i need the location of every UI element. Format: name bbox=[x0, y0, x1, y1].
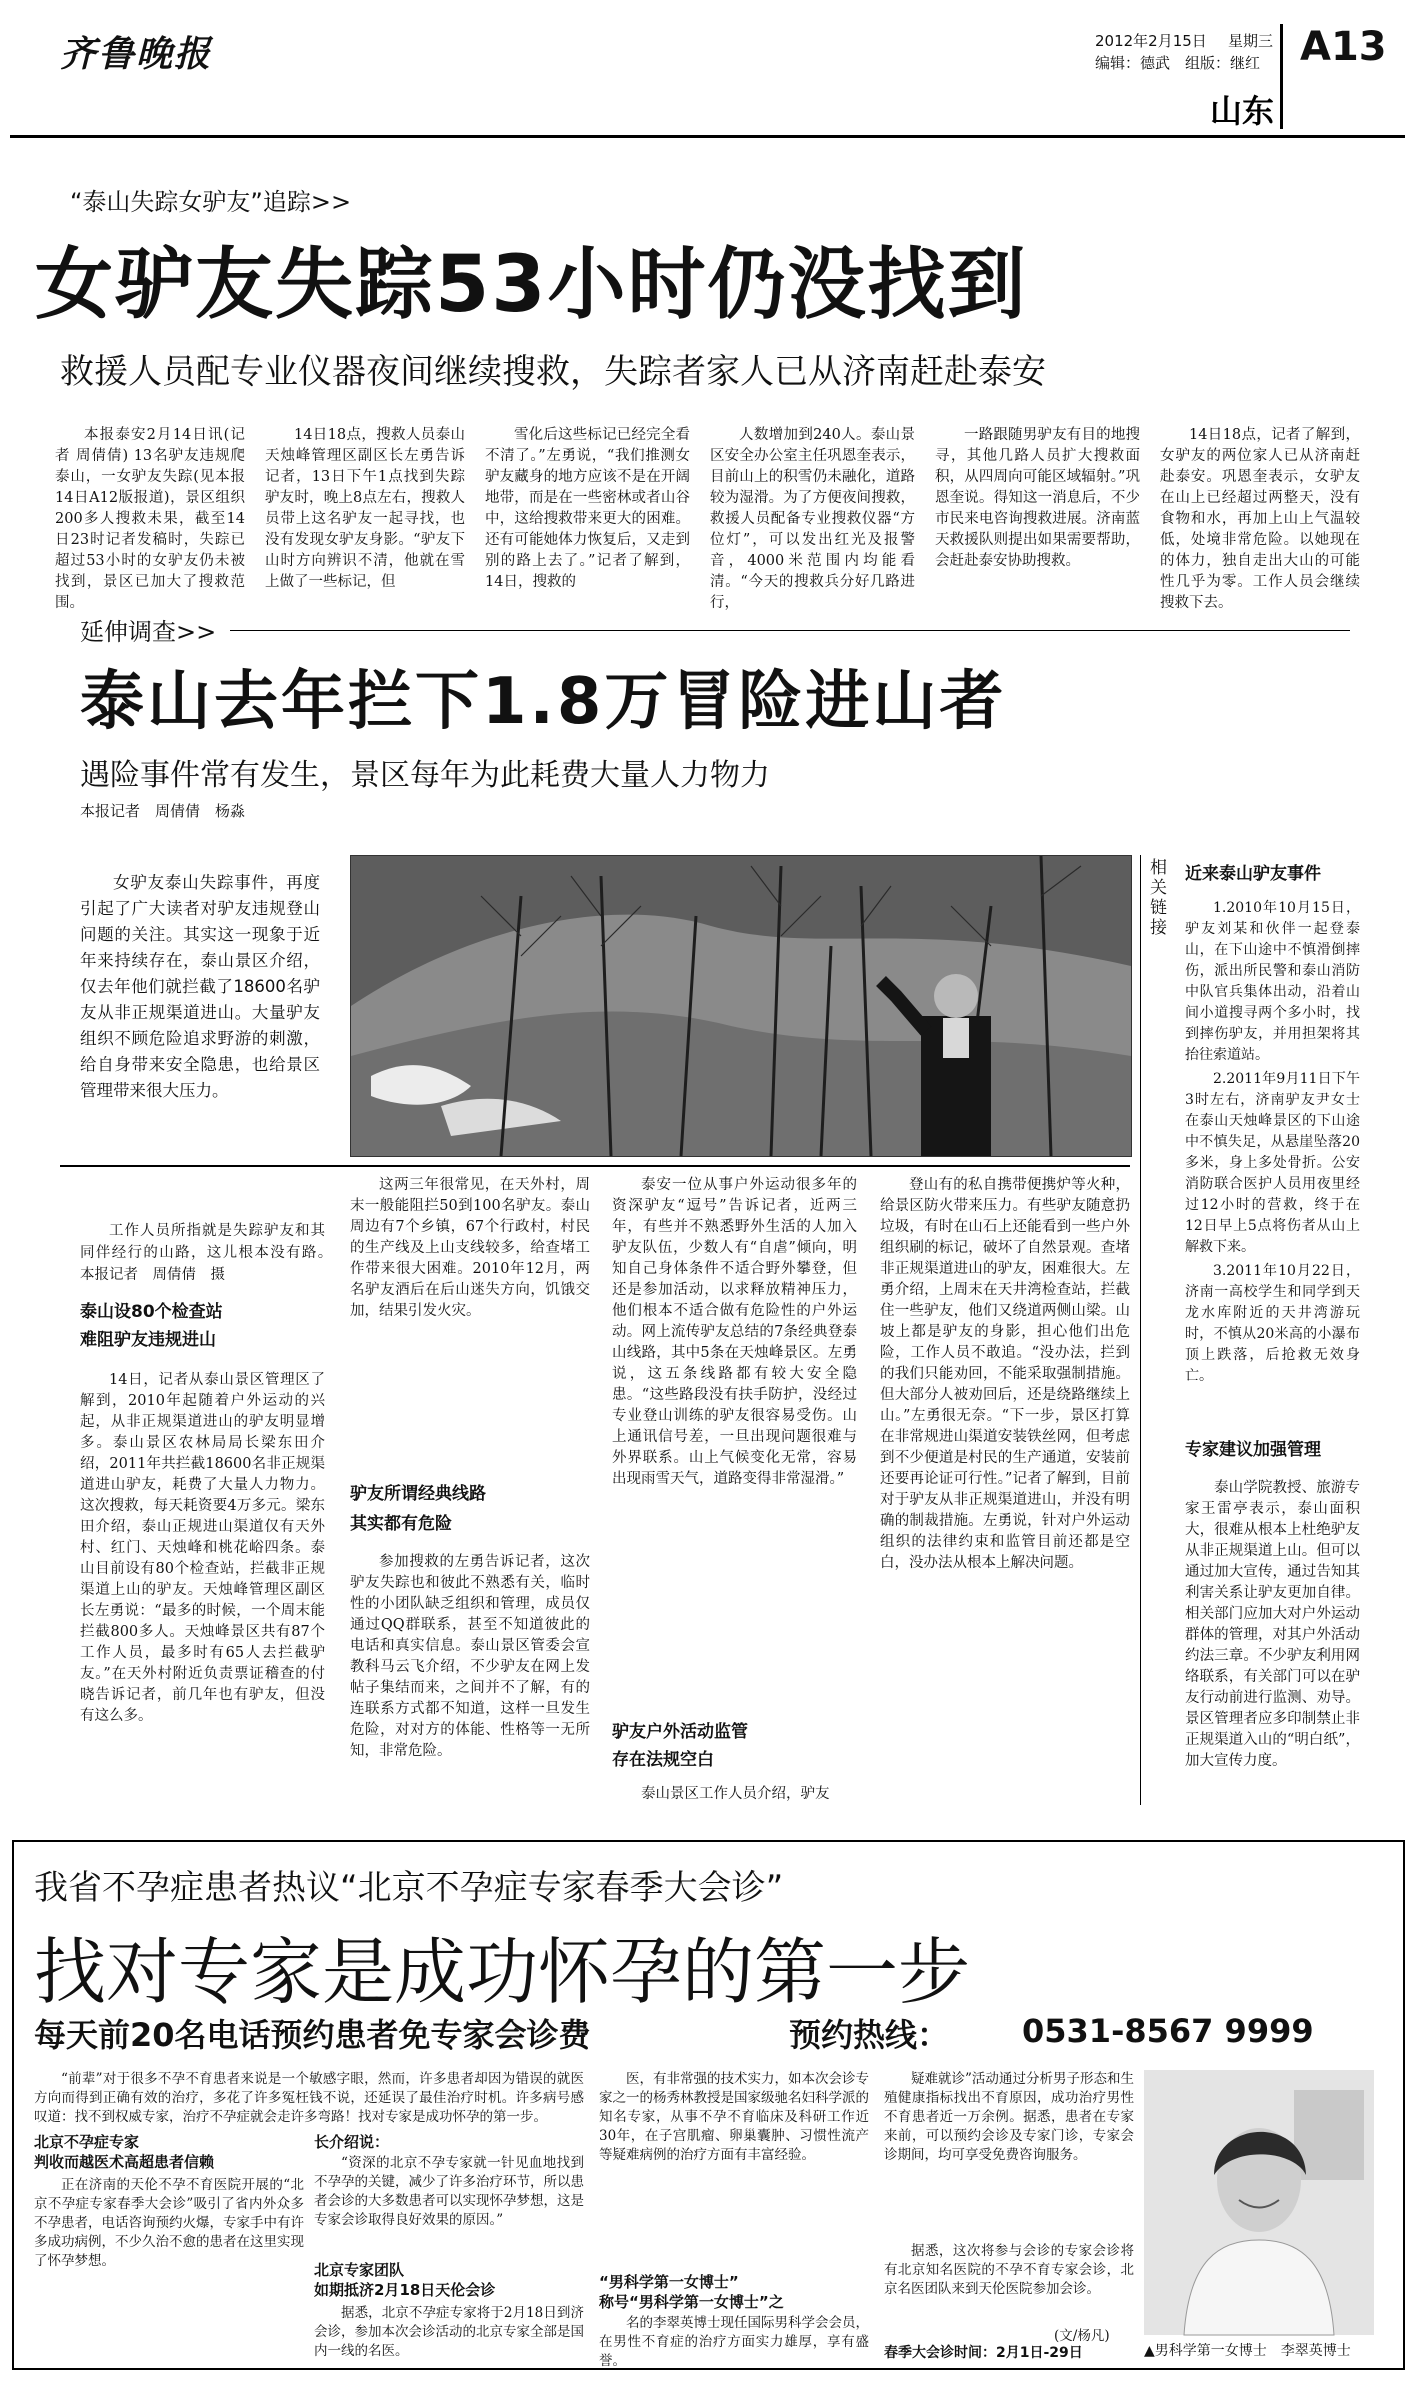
story-2-column-3: 泰安一位从事户外运动很多年的资深驴友“逗号”告诉记者，近两三年，有些并不熟悉野外生活的人加入驴友队伍，少数人有“自虐”倾向，明知自己身体条件不适合野外攀登，但还是参加活动，以求释放精神压力，他们根本不适合做有危险性的户外运动。网上流传驴友总结的7条经典登泰山线路，其中5条在天烛峰景区。左勇说，这五条线路都有较大安全隐患。“这些路段没有扶手防护，没经过专业登山训练的驴友很容易受伤。山上通讯信号差，一旦出现问题很难与外界联系。山上气候变化无常，容易出现雨雪天气，道路变得非常湿滑。” bbox=[612, 1177, 857, 1487]
issue-weekday: 星期三 bbox=[1228, 32, 1274, 50]
subhead-classic-routes: 驴友所谓经典线路 bbox=[350, 1484, 486, 1504]
masthead-rule bbox=[10, 135, 1405, 138]
sidebar-event-3: 3.2011年10月22日，济南一高校学生和同学到天龙水库附近的天井湾游玩时，不慎从20米高的小瀑布顶上跌落，后抢救无效身亡。 bbox=[1185, 1263, 1360, 1384]
ad-sub-c2: 如期抵济2月18日天伦会诊 bbox=[314, 2281, 496, 2299]
subhead-regulation-gap: 驴友户外活动监管 bbox=[612, 1722, 748, 1742]
ad-sub-a2: 判收而越医术高超患者信赖 bbox=[34, 2153, 215, 2171]
issue-date: 2012年2月15日 bbox=[1095, 32, 1207, 50]
ad-sub-b: 长介绍说： bbox=[314, 2133, 390, 2151]
ad-column-2b: 据悉，北京不孕症专家将于2月18日到济会诊，参加本次会诊活动的北京专家全部是国内一线的名医。 bbox=[314, 2305, 584, 2359]
ad-column-1b: 正在济南的天伦不孕不育医院开展的“北京不孕症专家春季大会诊”吸引了省内外众多不孕患者，电话咨询预约火爆，专家手中有许多成功病例，不少久治不愈的患者在这里实现了怀孕梦想。 bbox=[34, 2177, 304, 2269]
ad-column-3b: 名的李翠英博士现任国际男科学会会员，在男性不育症的治疗方面实力雄厚，享有盛誉。 bbox=[599, 2315, 869, 2369]
subhead-checkpoints-2: 难阻驴友违规进山 bbox=[80, 1330, 216, 1350]
ad-hotline-number: 0531-8567 9999 bbox=[1022, 2012, 1314, 2050]
story-2-kicker-rule bbox=[230, 630, 1350, 631]
story-1-column-6: 14日18点，记者了解到，女驴友的两位家人已从济南赶赴泰安。巩恩奎表示，女驴友在山上已经超过两整天，没有食物和水，再加上山上气温较低，处境非常危险。以她现在的体力，独自走出大山的可能性几乎为零。工作人员会继续搜救下去。 bbox=[1160, 427, 1360, 611]
story-2-headline: 泰山去年拦下1.8万冒险进山者 bbox=[80, 665, 1007, 739]
editors-credit: 编辑：德武 组版：继红 bbox=[1095, 54, 1261, 72]
story-2-column-2a: 这两三年很常见，在天外村，周末一般能阻拦50到100名驴友。泰山周边有7个乡镇，67个行政村，村民的生产线及上山支线较多，给查堵工作带来很大困难。2010年12月，两名驴友酒后在后山迷失方向，饥饿交加，结果引发火灾。 bbox=[350, 1177, 590, 1319]
mountain-photo bbox=[350, 855, 1132, 1157]
ad-sub-a: 北京不孕症专家 bbox=[34, 2133, 140, 2151]
lead-bottom-rule bbox=[60, 1165, 1130, 1167]
ad-booking-line: 每天前20名电话预约患者免专家会诊费 bbox=[34, 2016, 591, 2054]
story-1-column-5: 一路跟随男驴友有目的地搜寻，其他几路人员扩大搜救面积，从四周向可能区域辐射。”巩恩奎说。得知这一消息后，不少市民来电咨询搜救进展。济南蓝天救援队则提出如果需要帮助，会赶赴泰安协助搜救。 bbox=[935, 427, 1140, 569]
story-1-column-2: 14日18点，搜救人员泰山天烛峰管理区副区长左勇告诉记者，13日下午1点找到失踪驴友时，晚上8点左右，搜救人员带上这名驴友一起寻找，也没有发现女驴友身影。“驴友下山时方向辨识不清，他就在雪上做了一些标记，但 bbox=[265, 427, 465, 590]
sidebar-event-1: 1.2010年10月15日，驴友刘某和伙伴一起登泰山，在下山途中不慎滑倒摔伤，派出所民警和泰山消防中队官兵集体出动，沿着山间小道搜寻两个多小时，找到摔伤驴友，并用担架将其抬往索道站。 bbox=[1185, 900, 1360, 1063]
sidebar-title-events: 近来泰山驴友事件 bbox=[1185, 864, 1321, 884]
ad-block bbox=[12, 1840, 1405, 2370]
ad-reporter: (文/杨凡) bbox=[1054, 2328, 1110, 2344]
story-1-subhead: 救援人员配专业仪器夜间继续搜救，失踪者家人已从济南赶赴泰安 bbox=[60, 352, 1046, 392]
story-2-column-3b: 泰山景区工作人员介绍，驴友 bbox=[641, 1786, 830, 1802]
ad-sub-c: 北京专家团队 bbox=[314, 2261, 405, 2279]
mountain-photo-image bbox=[351, 856, 1131, 1156]
story-1-column-3: 雪化后这些标记已经完全看不清了。”左勇说，“我们推测女驴友藏身的地方应该不是在开阔地带，而是在一些密林或者山谷中，这给搜救带来更大的困难。还有可能她体力恢复后，又走到别的路上去了。”记者了解到，14日，搜救的 bbox=[485, 427, 690, 590]
ad-column-4b: 据悉，这次将参与会诊的专家会诊将有北京知名医院的不孕不育专家会诊，北京名医团队来到天伦医院参加会诊。 bbox=[884, 2243, 1134, 2297]
ad-sub-d: “男科学第一女博士” bbox=[599, 2273, 739, 2291]
story-2-column-4: 登山有的私自携带便携炉等火种，给景区防火带来压力。有些驴友随意扔垃圾，有时在山石上还能看到一些户外组织刷的标记，破坏了自然景观。查堵非正规渠道进山的驴友，困难很大。左勇介绍，上周末在天井湾检查站，拦截住一些驴友，他们又绕道两侧山梁。山坡上都是驴友的身影，担心他们出危险，工作人员不敢追。“没办法，拦到的我们只能劝回，不能采取强制措施。但大部分人被劝回后，还是绕路继续上山。”左勇很无奈。“下一步，景区打算在非常规进山渠道安装铁丝网，但考虑到不少便道是村民的生产通道，安装前还要再论证可行性。”记者了解到，目前对于驴友从非正规渠道进山，并没有明确的制裁措施。左勇说，针对户外运动组织的法律约束和监管目前还都是空白，没办法从根本上解决问题。 bbox=[880, 1177, 1130, 1571]
ad-topline: 我省不孕症患者热议“北京不孕症专家春季大会诊” bbox=[34, 1868, 784, 1908]
ad-headline: 找对专家是成功怀孕的第一步 bbox=[34, 1930, 971, 2014]
sidebar-divider bbox=[1140, 855, 1141, 1805]
ad-column-1: “前辈”对于很多不孕不育患者来说是一个敏感字眼，然而，许多患者却因为错误的就医方向而得到正确有效的治疗，多花了许多冤枉钱不说，还延误了最佳治疗时机。许多病号感叹道：找不到权威专家，治疗不孕症就会走许多弯路！找对专家是成功怀孕的第一步。 bbox=[34, 2071, 584, 2125]
ad-sub-d2: 称号“男科学第一女博士”之 bbox=[599, 2293, 784, 2311]
story-2-byline: 本报记者 周倩倩 杨淼 bbox=[80, 802, 246, 820]
doctor-photo-image bbox=[1144, 2070, 1374, 2335]
ad-column-3: 医，有非常强的技术实力，如本次会诊专家之一的杨秀林教授是国家级驰名妇科学派的知名专家，从事不孕不育临床及科研工作近30年，在子宫肌瘤、卵巢囊肿、习惯性流产等疑难病例的治疗方面有丰富经验。 bbox=[599, 2071, 869, 2163]
story-2-column-2b: 参加搜救的左勇告诉记者，这次驴友失踪也和彼此不熟悉有关，临时性的小团队缺乏组织和管理，成员仅通过QQ群联系，甚至不知道彼此的电话和真实信息。泰山景区管委会宣教科马云飞介绍，不少驴友在网上发帖子集结而来，之间并不了解，有的连联系方式都不知道，这样一旦发生危险，对对方的体能、性格等一无所知，非常危险。 bbox=[350, 1554, 590, 1759]
ad-hotline-label: 预约热线： bbox=[789, 2016, 950, 2054]
ad-column-4: 疑难就诊”活动通过分析男子形态和生殖健康指标找出不育原因，成功治疗男性不育患者近一万余例。据悉，患者在专家来前，可以预约会诊及专家门诊，专家会诊期间，均可享受免费咨询服务。 bbox=[884, 2071, 1134, 2163]
doctor-photo-caption: ▲男科学第一女博士 李翠英博士 bbox=[1144, 2343, 1351, 2359]
story-1-column-1: 本报泰安2月14日讯(记者 周倩倩) 13名驴友违规爬泰山，一女驴友失踪(见本报14日A12版报道)，景区组织200多人搜救未果，截至14日23时记者发稿时，失踪已超过53小时的女驴友仍未被找到，景区已加大了搜救范围。 bbox=[55, 427, 245, 611]
sidebar-advice: 泰山学院教授、旅游专家王雷亭表示，泰山面积大，很难从根本上杜绝驴友从非正规渠道上山。但可以通过加大宣传，通过告知其利害关系让驴友更加自律。相关部门应加大对户外运动群体的管理，对其户外活动约法三章。不少驴友利用网络联系，有关部门可以在驴友行动前进行监测、劝导。景区管理者应多印制禁止非正规渠道入山的“明白纸”，加大宣传力度。 bbox=[1185, 1480, 1360, 1769]
masthead-divider bbox=[1280, 24, 1283, 129]
page-number: A13 bbox=[1300, 24, 1387, 70]
story-2-lead: 女驴友泰山失踪事件，再度引起了广大读者对驴友违规登山问题的关注。其实这一现象于近年来持续存在，泰山景区介绍，仅去年他们就拦截了18600名驴友从非正规渠道进山。大量驴友组织不顾危险追求野游的刺激，给自身带来安全隐患，也给景区管理带来很大压力。 bbox=[80, 873, 320, 1100]
section-name: 山东 bbox=[1210, 92, 1275, 130]
story-2-kicker: 延伸调查>> bbox=[80, 618, 217, 646]
subhead-classic-routes-2: 其实都有危险 bbox=[350, 1514, 452, 1534]
photo-caption: 工作人员所指就是失踪驴友和其同伴经行的山路，这儿根本没有路。 本报记者 周倩倩 摄 bbox=[80, 1223, 340, 1283]
sidebar-events bbox=[1185, 898, 1360, 1384]
sidebar-event-2: 2.2011年9月11日下午3时左右，济南驴友尹女士在泰山天烛峰景区的下山途中不慎失足，从悬崖坠落20多米，身上多处骨折。公安消防联合医护人员用夜里经过12小时的营救，终于在12日早上5点将伤者从山上解救下来。 bbox=[1185, 1071, 1360, 1255]
sidebar-title-advice: 专家建议加强管理 bbox=[1185, 1440, 1321, 1460]
story-1-column-4: 人数增加到240人。泰山景区安全办公室主任巩恩奎表示，目前山上的积雪仍未融化，道路较为湿滑。为了方便夜间搜救，救援人员配备专业搜救仪器“方位灯”，可以发出红光及报警音，4000米范围内均能看清。“今天的搜救兵分好几路进行， bbox=[710, 427, 915, 611]
ad-schedule: 春季大会诊时间：2月1日-29日 bbox=[884, 2345, 1083, 2361]
story-2 bbox=[0, 600, 1417, 1820]
story-2-subhead: 遇险事件常有发生，景区每年为此耗费大量人力物力 bbox=[80, 758, 770, 793]
doctor-photo bbox=[1144, 2070, 1374, 2335]
masthead bbox=[0, 0, 1417, 135]
story-1 bbox=[0, 140, 1417, 611]
story-1-kicker: “泰山失踪女驴友”追踪>> bbox=[70, 188, 352, 216]
paper-name-logo: 齐鲁晚报 bbox=[60, 33, 213, 75]
subhead-regulation-gap-2: 存在法规空白 bbox=[612, 1750, 714, 1770]
ad-column-2: “资深的北京不孕专家就一针见血地找到不孕孕的关键，减少了许多治疗环节，所以患者会诊的大多数患者可以实现怀孕梦想，这是专家会诊取得良好效果的原因。” bbox=[314, 2155, 584, 2228]
subhead-checkpoints: 泰山设80个检查站 bbox=[80, 1302, 223, 1322]
sidebar-tag: 相关链接 bbox=[1150, 858, 1167, 938]
story-2-column-1: 14日，记者从泰山景区管理区了解到，2010年起随着户外运动的兴起，从非正规渠道进山的驴友明显增多。泰山景区农林局局长梁东田介绍，2011年共拦截18600名非正规渠道进山驴友，耗费了大量人力物力。这次搜救，每天耗资要4万多元。梁东田介绍，泰山正规进山渠道仅有天外村、红门、天烛峰和桃花峪四条。泰山目前设有80个检查站，拦截非正规渠道上山的驴友。天烛峰管理区副区长左勇说：“最多的时候，一个周末能拦截800多人。天烛峰景区共有87个工作人员，最多时有65人去拦截驴友。”在天外村附近负责票证稽查的付晓告诉记者，前几年也有驴友，但没有这么多。 bbox=[80, 1372, 325, 1724]
story-1-headline: 女驴友失踪53小时仍没找到 bbox=[35, 240, 1028, 330]
